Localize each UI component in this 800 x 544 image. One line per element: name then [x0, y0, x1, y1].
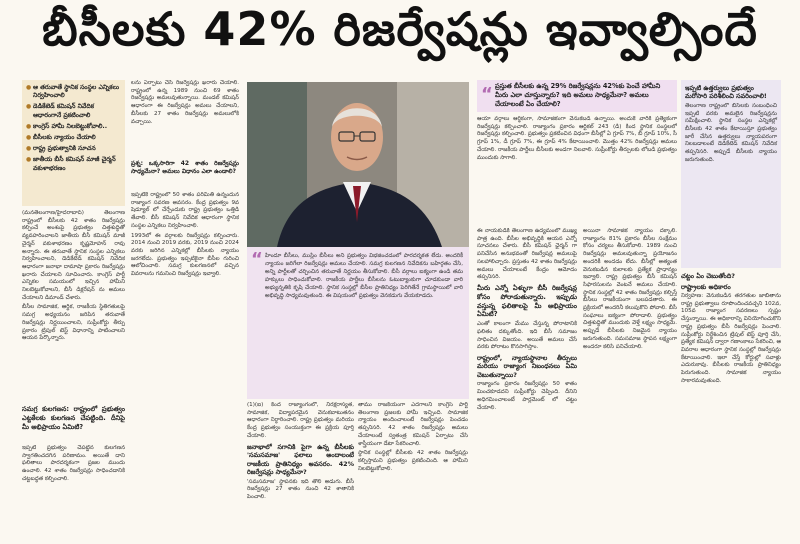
pull-quote-text: హిందూ బీసీలు, ముస్లిం బీసీలు అని ప్రభుత్వం విభజించడంలో పారదర్శకత లేదు. అందరికీ న్యాయం జరిగేలా రిజర్వేషన్లు అమలు చేయాలి. సమగ్ర కులగణన నివేదికను బహిర్గతం చేసి, అన్ని పార్టీలతో చర్చించిన తరువాతే నిర్ణయం తీసుకోవాలి. బీసీ వర్గాలు ఐక్యంగా ఉండి తమ హక్కులు సాధించుకోవాలి. రాజకీయ పార్టీలు బీసీలను ఓటుబ్యాంకుగా చూడకుండా వారి అభ్యున్నతికి కృషి చేయాలి. స్థానిక సంస్థల్లో బీసీల ప్రాతినిధ్యం పెరిగితేనే గ్రామస్థాయిలో వారి అభివృద్ధి సాధ్యమవుతుంది. ఈ విషయంలో ప్రభుత్వం వెనకడుగు వేయకూడదు.: [265, 253, 463, 299]
pull-quote-box: [247, 247, 469, 399]
paragraph: స్థానిక సంస్థల్లో బీసీలకు 42 శాతం రిజర్వేషన్లు కల్పిస్తామని ప్రభుత్వం ప్రకటించింది. ఆ హామీని నిలబెట్టుకోవాలి.: [358, 450, 468, 472]
paragraph: 'సమసమాజ' స్థాపనకు ఇది తొలి అడుగు. బీసీ రిజర్వేషన్లు 27 శాతం నుంచి 42 శాతానికి పెంచాలి.: [247, 478, 354, 500]
paragraph: రాజ్యాంగం ప్రకారం రిజర్వేషన్లు 50 శాతం మించకూడదని సుప్రీంకోర్టు చెప్పింది. దీనిని అధిగమించాలంటే పార్లమెంట్ లో చట్టం చేయాలి.: [477, 381, 577, 411]
paragraph: నిర్వహణ: వెనుకబడిన తరగతుల జాబితాను రాష్ట్ర ప్రభుత్వాలు రూపొందించవచ్చని 102వ, 105వ రాజ్యాంగ సవరణలు స్పష్టం చేస్తున్నాయి. ఈ అధికారాన్ని వినియోగించుకొని రాష్ట్ర ప్రభుత్వం బీసీ రిజర్వేషన్లు పెంచాలి. సుప్రీంకోర్టు నిర్దేశించిన ట్రిపుల్ టెస్ట్ పూర్తి చేసి, ప్రత్యేక కమిషన్ ద్వారా గణాంకాలు సేకరించి, ఆ వివరాల ఆధారంగా స్థానిక సంస్థల్లో రిజర్వేషన్లు కేటాయించాలి. ఇలా చేస్తే కోర్టుల్లో సవాళ్లు ఎదురుకావు. బీసీలకు రాజకీయ ప్రాతినిధ్యం పెరుగుతుంది. సామాజిక న్యాయం సాకారమవుతుంది.: [681, 293, 781, 384]
article-column-4b: [477, 228, 577, 540]
sidebar-note-box: [681, 80, 781, 268]
question: ప్రశ్న: ఒక్కసారిగా 42 శాతం రిజర్వేషన్లు సాధ్యమేనా? అమలు విధానం ఎలా ఉండాలి?: [131, 160, 239, 175]
question-block: [131, 160, 239, 190]
paragraph: అయినా సామాజిక న్యాయం దక్కాలి. రాజ్యాంగం 81% ప్రకారం బీసీల సంక్షేమం కోసం చర్యలు తీసుకోవాలి. 1989 నుంచి రిజర్వేషన్లు అమలవుతున్నా ప్రయోజనం అందరికీ అందడం లేదు. బీసీల్లో అత్యంత వెనుకబడిన కులాలకు ప్రత్యేక ప్రాధాన్యం ఇవ్వాలి. రాష్ట్ర ప్రభుత్వం బీసీ కమిషన్ సిఫారసులను వెంటనే అమలు చేయాలి. స్థానిక సంస్థల్లో 42 శాతం రిజర్వేషన్లు కల్పిస్తే బీసీలు రాజకీయంగా బలపడతారు. ఈ ప్రక్రియలో అందరినీ కలుపుకొని పోవాలి. బీసీ సంఘాలు ఐక్యంగా పోరాడాలి. ప్రభుత్వం చిత్తశుద్ధితో ముందుకు వెళ్తే లక్ష్యం సాధ్యమే. అప్పుడే బీసీలకు నిజమైన న్యాయం జరుగుతుంది. సమసమాజ స్థాపన లక్ష్యంగా అందరూ కలిసి పనిచేయాలి.: [583, 228, 677, 350]
highlight-item: ● డెడికేటెడ్ కమిషన్ నివేదిక ఆధారంగానే ప్రకటించాలి: [26, 103, 121, 119]
article-column-5: [583, 228, 677, 540]
portrait-photo: [247, 82, 469, 247]
quote-icon: “: [251, 249, 263, 270]
question: ప్రస్తుత బీసీలకు ఉన్న 29% రిజర్వేషన్లను 42%కు పెంచే హామీని మీరు ఎలా చూస్తున్నారు? ఇది అమలు సాధ్యమేనా? అమలు చేయాలంటే ఏం చేయాలి?: [495, 82, 661, 108]
question-box: [477, 80, 677, 112]
question-block: [22, 405, 125, 443]
portrait-illustration: [247, 82, 469, 247]
paragraph: ఎంతో కాలంగా మేము చేస్తున్న పోరాటానికి ఫలితం దక్కుతోంది. ఇది బీసీ సమాజం సాధించిన విజయం. అయితే అమలు చేసే వరకు పోరాటం కొనసాగిస్తాం.: [477, 321, 577, 351]
article-column-1: [22, 210, 125, 402]
paragraph: (1)(ఐ) కింద రాజ్యాంగంలో, నిరక్షరాస్యత, సామాజిక, విద్యాపరమైన వెనుకబాటుతనం ఆధారంగా నిర్ధారించాలి. రాష్ట్ర ప్రభుత్వం మరియు కేంద్ర ప్రభుత్వం సంయుక్తంగా ఈ ప్రక్రియ పూర్తి చేయాలి.: [247, 402, 354, 439]
subheading: చట్టం ఏం చెబుతోంది?: [681, 272, 735, 280]
highlights-box: [22, 80, 125, 206]
question-icon: “: [481, 84, 493, 105]
article-column-4a: [477, 116, 677, 224]
highlight-item: ● ఆ తరువాతే స్థానిక సంస్థల ఎన్నికలు నిర్వహించాలి: [26, 84, 121, 100]
article-column-3a: [247, 402, 354, 540]
article-column-1b: [22, 445, 125, 540]
article-column-2b: [131, 192, 239, 540]
paragraph: బీసీల సామాజిక, ఆర్థిక, రాజకీయ స్థితిగతులపై సమగ్ర అధ్యయనం జరిపిన తరువాతే రిజర్వేషన్లు నిర్ణయించాలని, సుప్రీంకోర్టు తీర్పు ప్రకారం ట్రిపుల్ టెస్ట్ విధానాన్ని పాటించాలని ఆయన పేర్కొన్నారు.: [22, 304, 125, 342]
question: మీరు ఎన్నో ఏళ్ళుగా బీసీ రిజర్వేషన్ల కోసం పోరాడుతున్నారు. ఇప్పుడు వస్తున్న ఫలితాలపై మీ అభిప్రాయం ఏమిటి?: [477, 283, 577, 319]
article-column-6: [681, 272, 781, 540]
headline: బీసీలకు 42% రిజర్వేషన్లు ఇవ్వాల్సిందే: [42, 2, 758, 56]
paragraph: ఆయా వర్గాలు ఆర్థికంగా, సామాజికంగా వెనుకబడి ఉన్నాయి. అందుకే వారికి ప్రత్యేకంగా రిజర్వేషన్లు కల్పించాలి. రాజ్యాంగం ప్రకారం ఆర్టికల్ 243 (డి) కింద స్థానిక సంస్థలలో రిజర్వేషన్లు కల్పించాలి. ప్రభుత్వం ప్రకటించిన విధంగా బీసీల్లో ఏ గ్రూప్ 7%, బీ గ్రూప్ 10%, సీ గ్రూప్ 1%, డీ గ్రూప్ 7%, ఈ గ్రూప్ 4% కేటాయించాలి. మొత్తం 42% రిజర్వేషన్లు అమలు చేయాలి. రాజకీయ పార్టీలు బీసీలకు అండగా నిలవాలి. సుప్రీంకోర్టు తీర్పులకు లోబడి ప్రభుత్వం ముందుకు సాగాలి.: [477, 116, 677, 161]
subheading: రాష్ట్రంలో, న్యాయస్థానాల తీర్పులు మరియు రాజ్యాంగ నిబంధనలు ఏమి చెబుతున్నాయి?: [477, 353, 577, 379]
paragraph: ఇప్పటికే రాష్ట్రంలో 50 శాతం పరిమితి ఉన్నందున రాజ్యాంగ సవరణ అవసరం. కేంద్ర ప్రభుత్వం 9వ షెడ్యూల్ లో చేర్చేందుకు రాష్ట్ర ప్రభుత్వం ఒత్తిడి తేవాలి. బీసీ కమిషన్ నివేదిక ఆధారంగా స్థానిక సంస్థల ఎన్నికలు నిర్వహించాలి.: [131, 192, 239, 229]
paragraph: 1993లో ఈ వర్గాలకు రిజర్వేషన్లు కల్పించారు. 2014 నుంచి 2019 వరకు, 2019 నుంచి 2024 వరకు జరిగిన ఎన్నికల్లో బీసీలకు న్యాయం జరగలేదు. ప్రభుత్వం ఇప్పటికైనా బీసీల గురించి ఆలోచించాలి. సమగ్ర కులగణనలో వచ్చిన వివరాలను గమనించి రిజర్వేషన్లు ఇవ్వాలి.: [131, 232, 239, 278]
note-text: తెలంగాణ రాష్ట్రంలో బీసీలకు సంబంధించి ఇప్పటి వరకు అమలైన రిజర్వేషన్లను సమీక్షించాలి. స్థానిక సంస్థల ఎన్నికల్లో బీసీలకు 42 శాతం కేటాయిస్తూ ప్రభుత్వం జారీ చేసిన ఉత్తర్వులు న్యాయపరంగా నిలబడాలంటే డెడికేటెడ్ కమిషన్ నివేదిక తప్పనిసరి. అప్పుడే బీసీలకు న్యాయం జరుగుతుంది.: [685, 102, 777, 163]
note-title: ఇప్పటి ఉత్తర్వులు ప్రభుత్వం మరోసారి పరిశీలించి సవరించాలి!: [685, 84, 767, 101]
paragraph: (మనతెలంగాణ/హైదరాబాద్) తెలంగాణ రాష్ట్రంలో బీసీలకు 42 శాతం రిజర్వేషన్లు కల్పించే అంశంపై ప్రభుత్వం చిత్తశుద్ధితో వ్యవహరించాలని జాతీయ బీసీ కమిషన్ మాజీ చైర్మన్ వకుళాభరణం కృష్ణమోహన్ రావు అన్నారు. ఈ తరువాతే స్థానిక సంస్థల ఎన్నికలు నిర్వహించాలని, డెడికేటెడ్ కమిషన్ నివేదిక ఆధారంగా జనాభా దామాషా ప్రకారం రిజర్వేషన్లు ఖరారు చేయాలని సూచించారు. కాంగ్రెస్ పార్టీ ఎన్నికల సమయంలో ఇచ్చిన హామీని నిలబెట్టుకోవాలని, బీసీ డిక్లరేషన్ ను అమలు చేయాలని డిమాండ్ చేశారు.: [22, 210, 125, 301]
highlight-item: ● కాంగ్రెస్ హామీ నిలబెట్టుకోవాలి..: [26, 123, 121, 131]
article-column-2: [131, 80, 239, 160]
question: సమగ్ర కులగణన: రాష్ట్రంలో ప్రభుత్వం ఎట్టకేలకు కులగణన చేపట్టింది. దీనిపై మీ అభిప్రాయం ఏమిటి?: [22, 405, 125, 431]
paragraph: తాము రాజకీయంగా ఎదగాలని కాంగ్రెస్ పార్టీ తెలంగాణ ప్రజలకు హామీ ఇచ్చింది. సామాజిక న్యాయం అందించాలంటే రిజర్వేషన్లు పెంచడం తప్పనిసరి. 42 శాతం రిజర్వేషన్లు అమలు చేయాలంటే స్వతంత్ర కమిషన్ ఏర్పాటు చేసి శాస్త్రీయంగా డేటా సేకరించాలి.: [358, 402, 468, 447]
paragraph: ఇప్పటి ప్రభుత్వం చేపట్టిన కులగణన స్వాగతించదగిన పరిణామం. అయితే దాని ఫలితాలు పారదర్శకంగా ప్రజల ముందు ఉంచాలి. 42 శాతం రిజర్వేషన్లు సాధించడానికి చట్టబద్ధత కల్పించాలి.: [22, 445, 125, 482]
paragraph: ఈ నాయకుడికి తెలంగాణ ఉద్యమంలో ముఖ్య పాత్ర ఉంది. బీసీల అభివృద్ధికి ఆయన ఎన్నో సూచనలు చేశారు. బీసీ కమిషన్ ఛైర్మన్ గా పనిచేసిన అనుభవంతో రిజర్వేషన్ల అమలుపై సలహాలిచ్చారు. ప్రస్తుతం 42 శాతం రిజర్వేషన్లు అమలు చేయాలంటే కేంద్రం ఆమోదం తప్పనిసరి.: [477, 228, 577, 281]
subheading: రాష్ట్రాలకు అధికారం: [681, 282, 731, 291]
highlight-item: ● రాష్ట్ర ప్రభుత్వానికి సూచన: [26, 145, 121, 153]
paragraph: లను ఏర్పాటు చేసి రిజర్వేషన్లు ఖరారు చేయాలి. రాష్ట్రంలో ఉన్న 1989 నుంచి 69 శాతం రిజర్వేషన్లు అమలవుతున్నాయి. మండల్ కమిషన్ ఆధారంగా ఈ రిజర్వేషన్లు అమలు చేయాలని, బీసీలకు 27 శాతం రిజర్వేషన్లు అమలులోకి వచ్చాయి.: [131, 80, 239, 125]
subheading: జనాభాలో సగానికి పైగా ఉన్న బీసీలకు 'సమసమాజ' ఫలాలు అందాలంటే రాజకీయ ప్రాతినిధ్యం అవసరం. 42% రిజర్వేషన్లు సాధ్యమేనా?: [247, 442, 354, 477]
article-column-3b: [358, 402, 468, 540]
highlight-item: ● బీసీలకు న్యాయం చేయాలి: [26, 134, 121, 142]
highlight-item: ● జాతీయ బీసీ కమిషన్ మాజీ చైర్మన్ వకుళాభరణం: [26, 156, 121, 172]
